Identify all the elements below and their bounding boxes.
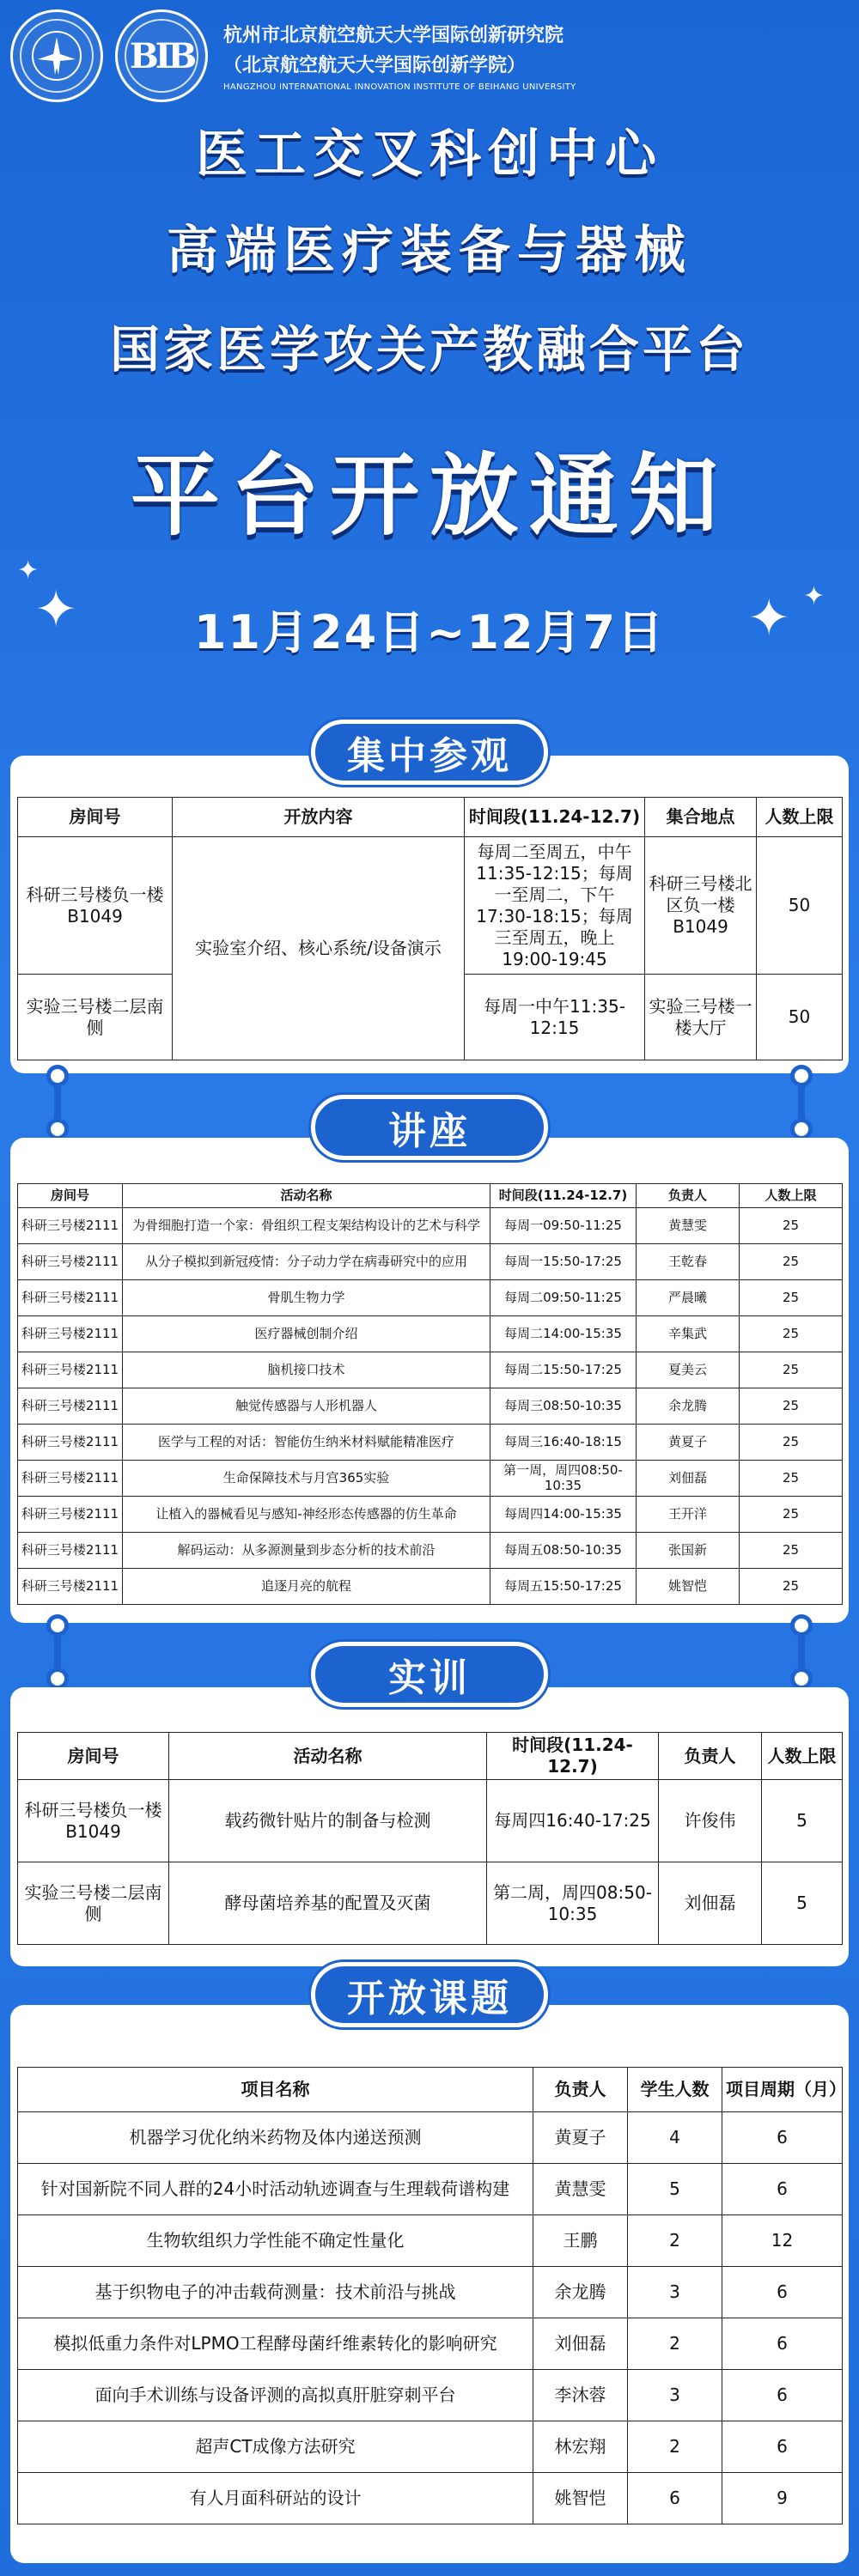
col-header: 开放内容 — [173, 798, 465, 837]
count-cell: 4 — [628, 2112, 722, 2164]
col-header: 房间号 — [18, 1184, 123, 1208]
limit-cell: 5 — [762, 1862, 843, 1945]
lead-cell: 林宏翔 — [533, 2421, 628, 2473]
lead-cell: 王鹏 — [533, 2215, 628, 2267]
room-cell: 科研三号楼2111 — [18, 1461, 123, 1497]
section-title-lecture: 讲座 — [311, 1095, 548, 1160]
time-cell: 每周五08:50-10:35 — [490, 1533, 637, 1569]
sparkle-icon: ✦ — [34, 580, 78, 640]
limit-cell: 25 — [740, 1244, 843, 1280]
lead-cell: 王开洋 — [637, 1497, 740, 1533]
visit-table — [17, 797, 843, 1060]
period-cell: 6 — [722, 2318, 843, 2370]
period-cell: 6 — [722, 2267, 843, 2318]
col-header: 时间段(11.24-12.7) — [487, 1733, 659, 1780]
topics-table — [17, 2067, 846, 2524]
room-cell: 实验三号楼二层南侧 — [18, 975, 173, 1060]
lecture-panel — [10, 1138, 849, 1623]
table-row — [18, 1862, 843, 1945]
room-cell: 科研三号楼2111 — [18, 1388, 123, 1425]
table-row — [18, 1569, 843, 1605]
name-cell: 触觉传感器与人形机器人 — [123, 1388, 490, 1425]
col-header: 负责人 — [659, 1733, 762, 1780]
limit-cell: 25 — [740, 1533, 843, 1569]
table-row — [18, 2318, 843, 2370]
time-cell: 每周二09:50-11:25 — [490, 1280, 637, 1316]
time-cell: 第二周，周四08:50-10:35 — [487, 1862, 659, 1945]
period-cell: 6 — [722, 2164, 843, 2215]
name-cell: 超声CT成像方法研究 — [18, 2421, 533, 2473]
sparkle-small-icon: ✦ — [803, 581, 825, 611]
count-cell: 2 — [628, 2215, 722, 2267]
name-cell: 模拟低重力条件对LPMO工程酵母菌纤维素转化的影响研究 — [18, 2318, 533, 2370]
table-row — [18, 1244, 843, 1280]
limit-cell: 25 — [740, 1425, 843, 1461]
period-cell: 6 — [722, 2370, 843, 2421]
room-cell: 科研三号楼2111 — [18, 1316, 123, 1352]
time-cell: 每周一09:50-11:25 — [490, 1208, 637, 1244]
col-header: 负责人 — [533, 2068, 628, 2112]
header — [0, 0, 859, 112]
lead-cell: 刘佃磊 — [637, 1461, 740, 1497]
table-row — [18, 2112, 843, 2164]
training-panel — [10, 1687, 849, 1966]
institute-name-line1: 杭州市北京航空航天大学国际创新研究院 — [223, 24, 564, 46]
name-cell: 有人月面科研站的设计 — [18, 2473, 533, 2524]
time-cell: 每周二14:00-15:35 — [490, 1316, 637, 1352]
title-line-1: 医工交叉科创中心 — [196, 125, 663, 185]
count-cell: 3 — [628, 2267, 722, 2318]
table-row — [18, 2473, 843, 2524]
time-cell: 每周三16:40-18:15 — [490, 1425, 637, 1461]
table-row — [18, 2215, 843, 2267]
table-row — [18, 837, 843, 975]
col-header: 房间号 — [18, 1733, 169, 1780]
lead-cell: 黄慧雯 — [533, 2164, 628, 2215]
col-header: 人数上限 — [757, 798, 843, 837]
time-cell: 每周二至周五，中午11:35-12:15；每周一至周二，下午17:30-18:15；每周三至周五，晚上19:00-19:45 — [465, 837, 645, 975]
room-cell: 科研三号楼2111 — [18, 1352, 123, 1388]
visit-panel — [10, 756, 849, 1073]
count-cell: 2 — [628, 2318, 722, 2370]
section-title-visit: 集中参观 — [311, 720, 548, 785]
name-cell: 医学与工程的对话：智能仿生纳米材料赋能精准医疗 — [123, 1425, 490, 1461]
limit-cell: 25 — [740, 1208, 843, 1244]
main-title: 平台开放通知 — [130, 443, 728, 548]
table-row — [18, 1497, 843, 1533]
room-cell: 科研三号楼2111 — [18, 1533, 123, 1569]
name-cell: 追逐月亮的航程 — [123, 1569, 490, 1605]
table-row — [18, 1352, 843, 1388]
training-table — [17, 1732, 843, 1945]
limit-cell: 25 — [740, 1388, 843, 1425]
period-cell: 6 — [722, 2112, 843, 2164]
lead-cell: 夏美云 — [637, 1352, 740, 1388]
col-header: 活动名称 — [123, 1184, 490, 1208]
limit-cell: 25 — [740, 1280, 843, 1316]
col-header: 集合地点 — [645, 798, 757, 837]
table-row — [18, 2421, 843, 2473]
section-title-topics: 开放课题 — [311, 1962, 548, 2027]
name-cell: 解码运动：从多源测量到步态分析的技术前沿 — [123, 1533, 490, 1569]
room-cell: 科研三号楼负一楼B1049 — [18, 1780, 169, 1862]
count-cell: 3 — [628, 2370, 722, 2421]
limit-cell: 50 — [757, 837, 843, 975]
name-cell: 酵母菌培养基的配置及灭菌 — [169, 1862, 487, 1945]
limit-cell: 25 — [740, 1352, 843, 1388]
period-cell: 9 — [722, 2473, 843, 2524]
name-cell: 基于织物电子的冲击载荷测量：技术前沿与挑战 — [18, 2267, 533, 2318]
name-cell: 让植入的器械看见与感知-神经形态传感器的仿生革命 — [123, 1497, 490, 1533]
lead-cell: 余龙腾 — [533, 2267, 628, 2318]
limit-cell: 5 — [762, 1780, 843, 1862]
lead-cell: 刘佃磊 — [533, 2318, 628, 2370]
table-row — [18, 1388, 843, 1425]
chain-connector — [45, 1065, 70, 1140]
bib-logo-text: BIB — [129, 35, 194, 76]
table-header-row — [18, 1733, 843, 1780]
lead-cell: 姚智恺 — [637, 1569, 740, 1605]
table-row — [18, 2370, 843, 2421]
title-line-2: 高端医疗装备与器械 — [167, 221, 692, 281]
name-cell: 针对国新院不同人群的24小时活动轨迹调查与生理载荷谱构建 — [18, 2164, 533, 2215]
col-header: 房间号 — [18, 798, 173, 837]
period-cell: 12 — [722, 2215, 843, 2267]
table-header-row — [18, 2068, 843, 2112]
table-row — [18, 2267, 843, 2318]
lead-cell: 黄夏子 — [533, 2112, 628, 2164]
name-cell: 生命保障技术与月宫365实验 — [123, 1461, 490, 1497]
title-line-3: 国家医学攻关产教融合平台 — [109, 320, 749, 379]
limit-cell: 25 — [740, 1461, 843, 1497]
room-cell: 科研三号楼2111 — [18, 1244, 123, 1280]
room-cell: 科研三号楼负一楼B1049 — [18, 837, 173, 975]
table-row — [18, 1461, 843, 1497]
time-cell: 第一周，周四08:50-10:35 — [490, 1461, 637, 1497]
lead-cell: 李沐蓉 — [533, 2370, 628, 2421]
time-cell: 每周四14:00-15:35 — [490, 1497, 637, 1533]
name-cell: 医疗器械创制介绍 — [123, 1316, 490, 1352]
aircraft-emblem-icon — [29, 28, 84, 83]
institute-name-line2: （北京航空航天大学国际创新学院） — [223, 54, 527, 76]
chain-connector — [45, 1614, 70, 1690]
table-row — [18, 2164, 843, 2215]
time-cell: 每周二15:50-17:25 — [490, 1352, 637, 1388]
name-cell: 载药微针贴片的制备与检测 — [169, 1780, 487, 1862]
name-cell: 骨肌生物力学 — [123, 1280, 490, 1316]
place-cell: 实验三号楼一楼大厅 — [645, 975, 757, 1060]
col-header: 项目名称 — [18, 2068, 533, 2112]
topics-panel — [10, 2005, 849, 2563]
table-row — [18, 1208, 843, 1244]
name-cell: 面向手术训练与设备评测的高拟真肝脏穿刺平台 — [18, 2370, 533, 2421]
lead-cell: 辛集武 — [637, 1316, 740, 1352]
col-header: 人数上限 — [762, 1733, 843, 1780]
place-cell: 科研三号楼北区负一楼B1049 — [645, 837, 757, 975]
table-row — [18, 1316, 843, 1352]
lead-cell: 严晨曦 — [637, 1280, 740, 1316]
table-row — [18, 1780, 843, 1862]
time-cell: 每周四16:40-17:25 — [487, 1780, 659, 1862]
lead-cell: 张国新 — [637, 1533, 740, 1569]
room-cell: 科研三号楼2111 — [18, 1497, 123, 1533]
lead-cell: 姚智恺 — [533, 2473, 628, 2524]
beihang-seal-logo — [10, 9, 103, 102]
table-row — [18, 1280, 843, 1316]
limit-cell: 25 — [740, 1316, 843, 1352]
col-header: 学生人数 — [628, 2068, 722, 2112]
lecture-table — [17, 1183, 843, 1605]
bib-logo — [115, 9, 208, 102]
time-cell: 每周一15:50-17:25 — [490, 1244, 637, 1280]
table-header-row — [18, 1184, 843, 1208]
table-header-row — [18, 798, 843, 837]
chain-connector — [789, 1614, 814, 1690]
col-header: 负责人 — [637, 1184, 740, 1208]
col-header: 活动名称 — [169, 1733, 487, 1780]
lead-cell: 王乾春 — [637, 1244, 740, 1280]
lead-cell: 刘佃磊 — [659, 1862, 762, 1945]
count-cell: 6 — [628, 2473, 722, 2524]
lead-cell: 黄夏子 — [637, 1425, 740, 1461]
institute-name — [223, 21, 576, 92]
seal-inner-ring — [20, 19, 94, 93]
table-row — [18, 1425, 843, 1461]
sparkle-icon: ✦ — [747, 588, 791, 648]
name-cell: 生物软组织力学性能不确定性量化 — [18, 2215, 533, 2267]
bib-logo-inner — [125, 19, 198, 93]
period-cell: 6 — [722, 2421, 843, 2473]
name-cell: 从分子模拟到新冠疫情：分子动力学在病毒研究中的应用 — [123, 1244, 490, 1280]
content-cell: 实验室介绍、核心系统/设备演示 — [173, 837, 465, 1060]
time-cell: 每周三08:50-10:35 — [490, 1388, 637, 1425]
limit-cell: 25 — [740, 1569, 843, 1605]
room-cell: 科研三号楼2111 — [18, 1425, 123, 1461]
sparkle-small-icon: ✦ — [17, 556, 40, 586]
lead-cell: 许俊伟 — [659, 1780, 762, 1862]
name-cell: 脑机接口技术 — [123, 1352, 490, 1388]
lead-cell: 黄慧雯 — [637, 1208, 740, 1244]
room-cell: 科研三号楼2111 — [18, 1208, 123, 1244]
institute-name-english: HANGZHOU INTERNATIONAL INNOVATION INSTITUTE OF BEIHANG UNIVERSITY — [223, 82, 576, 92]
col-header: 人数上限 — [740, 1184, 843, 1208]
col-header: 时间段(11.24-12.7) — [465, 798, 645, 837]
count-cell: 5 — [628, 2164, 722, 2215]
section-title-training: 实训 — [311, 1642, 548, 1707]
limit-cell: 25 — [740, 1497, 843, 1533]
table-row — [18, 1533, 843, 1569]
time-cell: 每周五15:50-17:25 — [490, 1569, 637, 1605]
name-cell: 机器学习优化纳米药物及体内递送预测 — [18, 2112, 533, 2164]
chain-connector — [789, 1065, 814, 1140]
date-range: 11月24日~12月7日 — [193, 605, 666, 659]
room-cell: 科研三号楼2111 — [18, 1569, 123, 1605]
count-cell: 2 — [628, 2421, 722, 2473]
room-cell: 科研三号楼2111 — [18, 1280, 123, 1316]
room-cell: 实验三号楼二层南侧 — [18, 1862, 169, 1945]
limit-cell: 50 — [757, 975, 843, 1060]
time-cell: 每周一中午11:35-12:15 — [465, 975, 645, 1060]
col-header: 项目周期（月） — [722, 2068, 843, 2112]
lead-cell: 余龙腾 — [637, 1388, 740, 1425]
name-cell: 为骨细胞打造一个家：骨组织工程支架结构设计的艺术与科学 — [123, 1208, 490, 1244]
col-header: 时间段(11.24-12.7) — [490, 1184, 637, 1208]
